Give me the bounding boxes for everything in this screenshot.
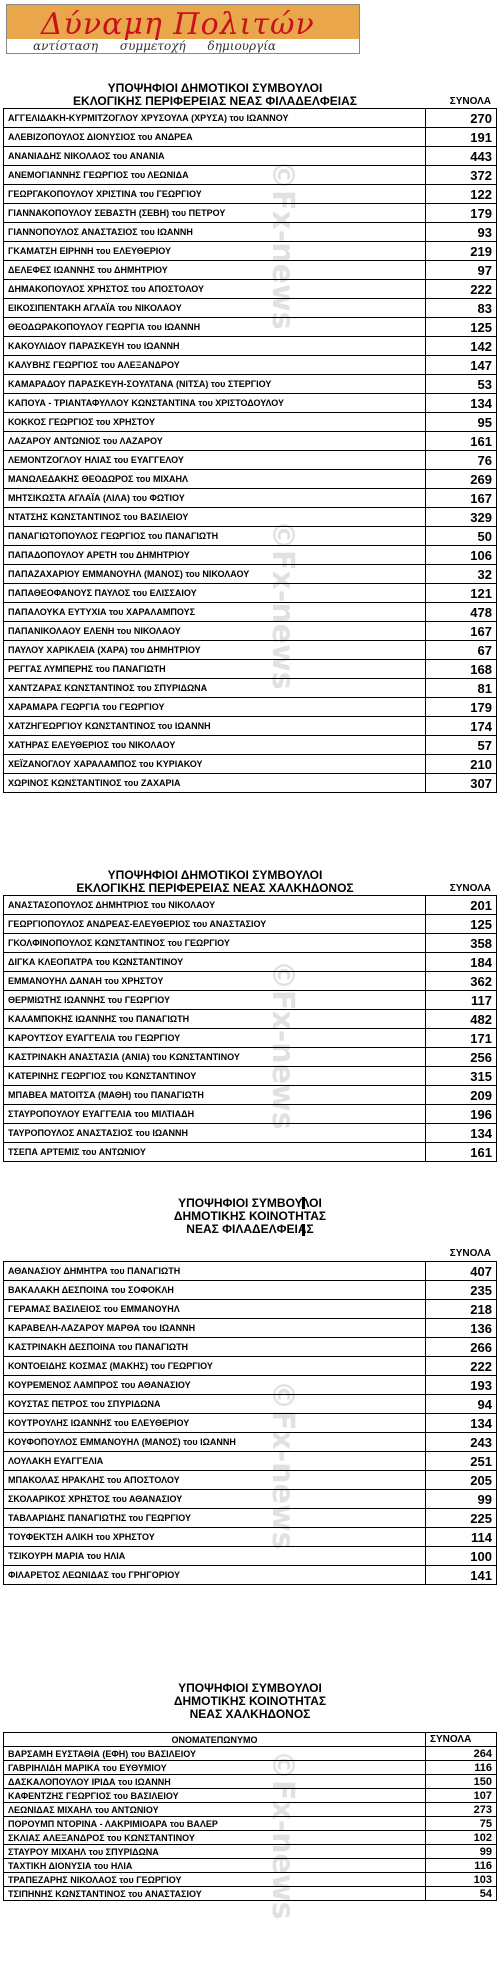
table-row: [4, 451, 497, 470]
table-row: [4, 915, 497, 934]
table-row: [4, 1452, 497, 1471]
table-row: [4, 280, 497, 299]
candidate-name: ΡΕΓΓΑΣ ΛΥΜΠΕΡΗΣ του ΠΑΝΑΓΙΩΤΗ: [4, 660, 426, 679]
section-community-nea-chalkidona: [3, 1682, 497, 1901]
candidate-name: ΚΟΥΡΕΜΕΝΟΣ ΛΑΜΠΡΟΣ του ΑΘΑΝΑΣΙΟΥ: [4, 1376, 426, 1395]
candidate-name: ΣΚΛΙΑΣ ΑΛΕΞΑΝΔΡΟΣ του ΚΩΝΣΤΑΝΤΙΝΟΥ: [4, 1831, 426, 1845]
table-row: [4, 603, 497, 622]
vote-total: 94: [426, 1395, 497, 1414]
table-row: [4, 1338, 497, 1357]
logo-title: Δύναμη Πολιτών: [41, 7, 315, 42]
candidate-name: ΚΑΡΑΒΕΛΗ-ΛΑΖΑΡΟΥ ΜΑΡΘΑ του ΙΩΑΝΝΗ: [4, 1319, 426, 1338]
table-row: [4, 1566, 497, 1585]
section-municipal-nea-filadelfeia: [3, 82, 497, 793]
candidate-name: ΕΙΚΟΣΙΠΕΝΤΑΚΗ ΑΓΛΑΪΑ του ΝΙΚΟΛΑΟΥ: [4, 299, 426, 318]
table-row: [4, 1528, 497, 1547]
vote-total: 76: [426, 451, 497, 470]
candidate-name: ΑΘΑΝΑΣΙΟΥ ΔΗΜΗΤΡΑ του ΠΑΝΑΓΙΩΤΗ: [4, 1262, 426, 1281]
section-community-nea-filadelfeia: [3, 1197, 497, 1585]
vote-total: 243: [426, 1433, 497, 1452]
table-row: [4, 527, 497, 546]
vote-total: 167: [426, 622, 497, 641]
candidate-name: ΚΑΜΑΡΑΔΟΥ ΠΑΡΑΣΚΕΥΗ-ΣΟΥΛΤΑΝΑ (ΝΙΤΣΑ) του ΣΤΕΡΓΙΟΥ: [4, 375, 426, 394]
section-heading: [3, 1197, 497, 1241]
vote-total: 99: [426, 1845, 497, 1859]
vote-total: 266: [426, 1338, 497, 1357]
vote-total: 121: [426, 584, 497, 603]
table-row: [4, 1433, 497, 1452]
table-row: [4, 717, 497, 736]
column-header-row: [3, 1241, 497, 1261]
vote-total: 358: [426, 934, 497, 953]
vote-total: 235: [426, 1281, 497, 1300]
table-row: [4, 1817, 497, 1831]
vote-total: 32: [426, 565, 497, 584]
heading-line: ΝΕΑΣ ΧΑΛΚΗΔΟΝΟΣ: [189, 1707, 311, 1721]
watermark: ©Fx-news: [265, 960, 300, 1130]
candidate-name: ΜΠΑΒΕΑ ΜΑΤΟΙΤΣΑ (ΜΑΘΗ) του ΠΑΝΑΓΙΩΤΗ: [4, 1086, 426, 1105]
candidate-name: ΤΣΕΠΑ ΑΡΤΕΜΙΣ του ΑΝΤΩΝΙΟΥ: [4, 1143, 426, 1162]
table-row: [4, 953, 497, 972]
vote-total: 362: [426, 972, 497, 991]
heading-line: ΔΗΜΟΤΙΚΗΣ ΚΟΙΝΟΤΗΤΑΣ: [173, 1209, 327, 1223]
table-row: [4, 318, 497, 337]
results-table: [3, 108, 497, 793]
table-row: [4, 204, 497, 223]
candidate-name: ΛΕΩΝΙΔΑΣ ΜΙΧΑΗΛ του ΑΝΤΩΝΙΟΥ: [4, 1803, 426, 1817]
candidate-name: ΤΑΒΛΑΡΙΔΗΣ ΠΑΝΑΓΙΩΤΗΣ του ΓΕΩΡΓΙΟΥ: [4, 1509, 426, 1528]
candidate-name: ΛΕΜΟΝΤΖΟΓΛΟΥ ΗΛΙΑΣ του ΕΥΑΓΓΕΛΟΥ: [4, 451, 426, 470]
vote-total: 174: [426, 717, 497, 736]
table-row: [4, 109, 497, 128]
candidate-name: ΚΟΥΦΟΠΟΥΛΟΣ ΕΜΜΑΝΟΥΗΛ (ΜΑΝΟΣ) του ΙΩΑΝΝΗ: [4, 1433, 426, 1452]
table-row: [4, 1319, 497, 1338]
vote-total: 269: [426, 470, 497, 489]
totals-column-label: ΣΥΝΟΛΑ: [449, 96, 491, 107]
vote-total: 116: [426, 1859, 497, 1873]
candidate-name: ΔΕΛΕΦΕΣ ΙΩΑΝΝΗΣ του ΔΗΜΗΤΡΙΟΥ: [4, 261, 426, 280]
table-row: [4, 413, 497, 432]
candidate-name: ΚΑΡΟΥΤΣΟΥ ΕΥΑΓΓΕΛΙΑ του ΓΕΩΡΓΙΟΥ: [4, 1029, 426, 1048]
candidate-name: ΜΗΤΣΙΚΩΣΤΑ ΑΓΛΑΪΑ (ΛΙΛΑ) του ΦΩΤΙΟΥ: [4, 489, 426, 508]
candidate-name: ΓΚΑΜΑΤΣΗ ΕΙΡΗΝΗ του ΕΛΕΥΘΕΡΙΟΥ: [4, 242, 426, 261]
table-row: [4, 299, 497, 318]
candidate-name: ΠΟΡΟΥΜΠ ΝΤΟΡΙΝΑ - ΛΑΚΡΙΜΙΟΑΡΑ του ΒΑΛΕΡ: [4, 1817, 426, 1831]
candidate-name: ΧΑΡΑΜΑΡΑ ΓΕΩΡΓΙΑ του ΓΕΩΡΓΙΟΥ: [4, 698, 426, 717]
candidate-name: ΤΣΙΠΗΝΗΣ ΚΩΝΣΤΑΝΤΙΝΟΣ του ΑΝΑΣΤΑΣΙΟΥ: [4, 1887, 426, 1901]
section-municipal-nea-chalkidona: [3, 869, 497, 1162]
vote-total: 150: [426, 1775, 497, 1789]
table-row: [4, 774, 497, 793]
vote-total: 117: [426, 991, 497, 1010]
results-table: [3, 895, 497, 1162]
vote-total: 134: [426, 1414, 497, 1433]
vote-total: 141: [426, 1566, 497, 1585]
vote-total: 307: [426, 774, 497, 793]
candidate-name: ΚΟΚΚΟΣ ΓΕΩΡΓΙΟΣ του ΧΡΗΣΤΟΥ: [4, 413, 426, 432]
table-row: [4, 128, 497, 147]
vote-total: 205: [426, 1471, 497, 1490]
vote-total: 136: [426, 1319, 497, 1338]
table-row: [4, 1789, 497, 1803]
candidate-name: ΧΕΪΖΑΝΟΓΛΟΥ ΧΑΡΑΛΑΜΠΟΣ του ΚΥΡΙΑΚΟΥ: [4, 755, 426, 774]
vote-total: 114: [426, 1528, 497, 1547]
table-row: [4, 1105, 497, 1124]
vote-total: 81: [426, 679, 497, 698]
candidate-name: ΒΑΡΣΑΜΗ ΕΥΣΤΑΘΙΑ (ΕΦΗ) του ΒΑΣΙΛΕΙΟΥ: [4, 1747, 426, 1761]
table-row: [4, 489, 497, 508]
table-row: [4, 1775, 497, 1789]
watermark: ©Fx-news: [265, 1380, 300, 1550]
vote-total: 222: [426, 280, 497, 299]
vote-total: 171: [426, 1029, 497, 1048]
candidate-name: ΧΑΤΗΡΑΣ ΕΛΕΥΘΕΡΙΟΣ του ΝΙΚΟΛΑΟΥ: [4, 736, 426, 755]
table-row: [4, 1747, 497, 1761]
vote-total: 116: [426, 1761, 497, 1775]
table-row: [4, 508, 497, 527]
candidate-name: ΠΑΠΑΖΑΧΑΡΙΟΥ ΕΜΜΑΝΟΥΗΛ (ΜΑΝΟΣ) του ΝΙΚΟΛΑΟΥ: [4, 565, 426, 584]
table-row: [4, 755, 497, 774]
table-row: [4, 356, 497, 375]
vote-total: 201: [426, 896, 497, 915]
table-row: [4, 1281, 497, 1300]
candidate-name: ΑΝΑΣΤΑΣΟΠΟΥΛΟΣ ΔΗΜΗΤΡΙΟΣ του ΝΙΚΟΛΑΟΥ: [4, 896, 426, 915]
vote-total: 54: [426, 1887, 497, 1901]
table-row: [4, 1143, 497, 1162]
table-row: [4, 679, 497, 698]
vote-total: 210: [426, 755, 497, 774]
table-row: [4, 470, 497, 489]
candidate-name: ΓΚΟΛΦΙΝΟΠΟΥΛΟΣ ΚΩΝΣΤΑΝΤΙΝΟΣ του ΓΕΩΡΓΙΟΥ: [4, 934, 426, 953]
table-row: [4, 1803, 497, 1817]
candidate-name: ΑΓΓΕΛΙΔΑΚΗ-ΚΥΡΜΙΤΖΟΓΛΟΥ ΧΡΥΣΟΥΛΑ (ΧΡΥΣΑ) του ΙΩΑΝΝΟΥ: [4, 109, 426, 128]
vote-total: 67: [426, 641, 497, 660]
vote-total: 99: [426, 1490, 497, 1509]
table-row: [4, 698, 497, 717]
vote-total: 102: [426, 1831, 497, 1845]
table-row: [4, 565, 497, 584]
table-row: [4, 1357, 497, 1376]
table-row: [4, 1048, 497, 1067]
vote-total: 106: [426, 546, 497, 565]
candidate-name: ΠΑΝΑΓΙΩΤΟΠΟΥΛΟΣ ΓΕΩΡΓΙΟΣ του ΠΑΝΑΓΙΩΤΗ: [4, 527, 426, 546]
table-row: [4, 1831, 497, 1845]
candidate-name: ΚΑΛΑΜΠΟΚΗΣ ΙΩΑΝΝΗΣ του ΠΑΝΑΓΙΩΤΗ: [4, 1010, 426, 1029]
table-row: [4, 1067, 497, 1086]
candidate-name: ΝΤΑΤΣΗΣ ΚΩΝΣΤΑΝΤΙΝΟΣ του ΒΑΣΙΛΕΙΟΥ: [4, 508, 426, 527]
vote-total: 372: [426, 166, 497, 185]
party-logo: [6, 4, 360, 54]
candidate-name: ΓΙΑΝΝΟΠΟΥΛΟΣ ΑΝΑΣΤΑΣΙΟΣ του ΙΩΑΝΝΗ: [4, 223, 426, 242]
candidate-name: ΠΑΠΑΛΟΥΚΑ ΕΥΤΥΧΙΑ του ΧΑΡΑΛΑΜΠΟΥΣ: [4, 603, 426, 622]
candidate-name: ΓΕΩΡΓΑΚΟΠΟΥΛΟΥ ΧΡΙΣΤΙΝΑ του ΓΕΩΡΓΙΟΥ: [4, 185, 426, 204]
vote-total: 256: [426, 1048, 497, 1067]
vote-total: 329: [426, 508, 497, 527]
heading-line: ΔΗΜΟΤΙΚΗΣ ΚΟΙΝΟΤΗΤΑΣ: [173, 1694, 327, 1708]
candidate-name: ΑΛΕΒΙΖΟΠΟΥΛΟΣ ΔΙΟΝΥΣΙΟΣ του ΑΝΔΡΕΑ: [4, 128, 426, 147]
table-row: [4, 432, 497, 451]
vote-total: 251: [426, 1452, 497, 1471]
table-row: [4, 337, 497, 356]
candidate-name: ΒΑΚΑΛΑΚΗ ΔΕΣΠΟΙΝΑ του ΣΟΦΟΚΛΗ: [4, 1281, 426, 1300]
table-row: [4, 934, 497, 953]
candidate-name: ΚΑΠΟΥΑ - ΤΡΙΑΝΤΑΦΥΛΛΟΥ ΚΩΝΣΤΑΝΤΙΝΑ του ΧΡΙΣΤΟΔΟΥΛΟΥ: [4, 394, 426, 413]
vote-total: 100: [426, 1547, 497, 1566]
vote-total: 209: [426, 1086, 497, 1105]
heading-line: ΕΚΛΟΓΙΚΗΣ ΠΕΡΙΦΕΡΕΙΑΣ ΝΕΑΣ ΦΙΛΑΔΕΛΦΕΙΑΣ: [73, 94, 357, 108]
candidate-name: ΤΑΧΤΙΚΗ ΔΙΟΝΥΣΙΑ του ΗΛΙΑ: [4, 1859, 426, 1873]
vote-total: 478: [426, 603, 497, 622]
table-row: [4, 660, 497, 679]
heading-line: ΥΠΟΨΗΦΙΟΙ ΣΥΜΒΟΥΛΟΙ: [178, 1681, 322, 1695]
name-column-header: ΟΝΟΜΑΤΕΠΩΝΥΜΟ: [4, 1733, 426, 1747]
vote-total: 168: [426, 660, 497, 679]
candidate-name: ΚΟΥΤΡΟΥΛΗΣ ΙΩΑΝΝΗΣ του ΕΛΕΥΘΕΡΙΟΥ: [4, 1414, 426, 1433]
candidate-name: ΤΟΥΦΕΚΤΣΗ ΑΛΙΚΗ του ΧΡΗΣΤΟΥ: [4, 1528, 426, 1547]
section-heading: [3, 869, 497, 895]
vote-total: 50: [426, 527, 497, 546]
vote-total: 264: [426, 1747, 497, 1761]
table-row: [4, 1490, 497, 1509]
table-row: [4, 1300, 497, 1319]
table-row: [4, 1471, 497, 1490]
table-row: [4, 1845, 497, 1859]
candidate-name: ΑΝΕΜΟΓΙΑΝΝΗΣ ΓΕΩΡΓΙΟΣ του ΛΕΩΝΙΔΑ: [4, 166, 426, 185]
vote-total: 191: [426, 128, 497, 147]
candidate-name: ΚΟΝΤΟΕΙΔΗΣ ΚΟΣΜΑΣ (ΜΑΚΗΣ) του ΓΕΩΡΓΙΟΥ: [4, 1357, 426, 1376]
vote-total: 83: [426, 299, 497, 318]
table-row: [4, 1414, 497, 1433]
vote-total: 218: [426, 1300, 497, 1319]
vote-total: 147: [426, 356, 497, 375]
vote-total: 97: [426, 261, 497, 280]
logo-subtitle: αντίσταση συμμετοχή δημιουργία: [33, 39, 277, 53]
vote-total: 161: [426, 1143, 497, 1162]
table-row: [4, 1086, 497, 1105]
candidate-name: ΚΑΦΕΝΤΖΗΣ ΓΕΩΡΓΙΟΣ του ΒΑΣΙΛΕΙΟΥ: [4, 1789, 426, 1803]
candidate-name: ΚΑΣΤΡΙΝΑΚΗ ΔΕΣΠΟΙΝΑ του ΠΑΝΑΓΙΩΤΗ: [4, 1338, 426, 1357]
candidate-name: ΛΟΥΛΑΚΗ ΕΥΑΓΓΕΛΙΑ: [4, 1452, 426, 1471]
table-row: [4, 1887, 497, 1901]
table-row: [4, 223, 497, 242]
heading-line: ΝΕΑΣ ΦΙΛΑΔΕΛΦΕΙΑΣ: [186, 1222, 314, 1236]
heading-line: ΕΚΛΟΓΙΚΗΣ ΠΕΡΙΦΕΡΕΙΑΣ ΝΕΑΣ ΧΑΛΚΗΔΟΝΟΣ: [76, 881, 354, 895]
candidate-name: ΦΙΛΑΡΕΤΟΣ ΛΕΩΝΙΔΑΣ του ΓΡΗΓΟΡΙΟΥ: [4, 1566, 426, 1585]
candidate-name: ΚΑΤΕΡΙΝΗΣ ΓΕΩΡΓΙΟΣ του ΚΩΝΣΤΑΝΤΙΝΟΥ: [4, 1067, 426, 1086]
table-row: [4, 166, 497, 185]
candidate-name: ΠΑΠΑΝΙΚΟΛΑΟΥ ΕΛΕΝΗ του ΝΙΚΟΛΑΟΥ: [4, 622, 426, 641]
candidate-name: ΧΩΡΙΝΟΣ ΚΩΝΣΤΑΝΤΙΝΟΣ του ΖΑΧΑΡΙΑ: [4, 774, 426, 793]
candidate-name: ΧΑΤΖΗΓΕΩΡΓΙΟΥ ΚΩΝΣΤΑΝΤΙΝΟΣ του ΙΩΑΝΝΗ: [4, 717, 426, 736]
candidate-name: ΕΜΜΑΝΟΥΗΛ ΔΑΝΑΗ του ΧΡΗΣΤΟΥ: [4, 972, 426, 991]
table-row: [4, 1873, 497, 1887]
table-header-row: [4, 1733, 497, 1747]
table-row: [4, 896, 497, 915]
table-row: [4, 375, 497, 394]
table-row: [4, 991, 497, 1010]
totals-column-label: ΣΥΝΟΛΑ: [449, 1248, 491, 1259]
vote-total: 125: [426, 318, 497, 337]
table-row: [4, 972, 497, 991]
vote-total: 273: [426, 1803, 497, 1817]
candidate-name: ΓΙΑΝΝΑΚΟΠΟΥΛΟΥ ΣΕΒΑΣΤΗ (ΣΕΒΗ) του ΠΕΤΡΟΥ: [4, 204, 426, 223]
vote-total: 179: [426, 698, 497, 717]
candidate-name: ΓΑΒΡΙΗΛΙΔΗ ΜΑΡΙΚΑ του ΕΥΘΥΜΙΟΥ: [4, 1761, 426, 1775]
vote-total: 75: [426, 1817, 497, 1831]
table-row: [4, 261, 497, 280]
table-row: [4, 1376, 497, 1395]
results-table: [3, 1261, 497, 1585]
vote-total: 161: [426, 432, 497, 451]
vote-total: 122: [426, 185, 497, 204]
totals-column-header: ΣΥΝΟΛΑ: [426, 1733, 497, 1747]
table-row: [4, 1547, 497, 1566]
vote-total: 225: [426, 1509, 497, 1528]
candidate-name: ΚΑΣΤΡΙΝΑΚΗ ΑΝΑΣΤΑΣΙΑ (ΑΝΙΑ) του ΚΩΝΣΤΑΝΤΙΝΟΥ: [4, 1048, 426, 1067]
candidate-name: ΠΑΠΑΔΟΠΟΥΛΟΥ ΑΡΕΤΗ του ΔΗΜΗΤΡΙΟΥ: [4, 546, 426, 565]
watermark: ©Fx-news: [265, 520, 300, 690]
vote-total: 193: [426, 1376, 497, 1395]
vote-total: 167: [426, 489, 497, 508]
heading-line: ΥΠΟΨΗΦΙΟΙ ΣΥΜΒΟΥΛΟΙ: [178, 1196, 322, 1210]
table-row: [4, 1124, 497, 1143]
candidate-name: ΚΑΚΟΥΛΙΔΟΥ ΠΑΡΑΣΚΕΥΗ του ΙΩΑΝΝΗ: [4, 337, 426, 356]
vote-total: 103: [426, 1873, 497, 1887]
vote-total: 142: [426, 337, 497, 356]
candidate-name: ΤΑΥΡΟΠΟΥΛΟΣ ΑΝΑΣΤΑΣΙΟΣ του ΙΩΑΝΝΗ: [4, 1124, 426, 1143]
candidate-name: ΑΝΑΝΙΑΔΗΣ ΝΙΚΟΛΑΟΣ του ΑΝΑΝΙΑ: [4, 147, 426, 166]
vote-total: 134: [426, 1124, 497, 1143]
table-row: [4, 1859, 497, 1873]
totals-column-label: ΣΥΝΟΛΑ: [449, 883, 491, 894]
vote-total: 407: [426, 1262, 497, 1281]
candidate-name: ΛΑΖΑΡΟΥ ΑΝΤΩΝΙΟΣ του ΛΑΖΑΡΟΥ: [4, 432, 426, 451]
table-row: [4, 1262, 497, 1281]
table-row: [4, 622, 497, 641]
vote-total: 315: [426, 1067, 497, 1086]
vote-total: 57: [426, 736, 497, 755]
vote-total: 270: [426, 109, 497, 128]
vote-total: 53: [426, 375, 497, 394]
table-row: [4, 147, 497, 166]
candidate-name: ΔΙΓΚΑ ΚΛΕΟΠΑΤΡΑ του ΚΩΝΣΤΑΝΤΙΝΟΥ: [4, 953, 426, 972]
vote-total: 184: [426, 953, 497, 972]
table-row: [4, 185, 497, 204]
vote-total: 179: [426, 204, 497, 223]
heading-line: ΥΠΟΨΗΦΙΟΙ ΔΗΜΟΤΙΚΟΙ ΣΥΜΒΟΥΛΟΙ: [107, 81, 323, 95]
section-heading: [3, 82, 497, 108]
vote-total: 107: [426, 1789, 497, 1803]
candidate-name: ΤΣΙΚΟΥΡΗ ΜΑΡΙΑ του ΗΛΙΑ: [4, 1547, 426, 1566]
vote-total: 196: [426, 1105, 497, 1124]
table-row: [4, 1761, 497, 1775]
candidate-name: ΘΕΟΔΩΡΑΚΟΠΟΥΛΟΥ ΓΕΩΡΓΙΑ του ΙΩΑΝΝΗ: [4, 318, 426, 337]
candidate-name: ΓΕΡΑΜΑΣ ΒΑΣΙΛΕΙΟΣ του ΕΜΜΑΝΟΥΗΛ: [4, 1300, 426, 1319]
table-row: [4, 1509, 497, 1528]
candidate-name: ΚΑΛΥΒΗΣ ΓΕΩΡΓΙΟΣ του ΑΛΕΞΑΝΔΡΟΥ: [4, 356, 426, 375]
vote-total: 482: [426, 1010, 497, 1029]
candidate-name: ΠΑΥΛΟΥ ΧΑΡΙΚΛΕΙΑ (ΧΑΡΑ) του ΔΗΜΗΤΡΙΟΥ: [4, 641, 426, 660]
table-row: [4, 546, 497, 565]
vote-total: 219: [426, 242, 497, 261]
watermark: ©Fx-news: [265, 1750, 300, 1920]
candidate-name: ΓΕΩΡΓΙΟΠΟΥΛΟΣ ΑΝΔΡΕΑΣ-ΕΛΕΥΘΕΡΙΟΣ του ΑΝΑΣΤΑΣΙΟΥ: [4, 915, 426, 934]
vote-total: 222: [426, 1357, 497, 1376]
vote-total: 134: [426, 394, 497, 413]
section-heading: [3, 1682, 497, 1732]
watermark: ©Fx-news: [265, 160, 300, 330]
table-row: [4, 242, 497, 261]
vote-total: 443: [426, 147, 497, 166]
candidate-name: ΧΑΝΤΖΑΡΑΣ ΚΩΝΣΤΑΝΤΙΝΟΣ του ΣΠΥΡΙΔΩΝΑ: [4, 679, 426, 698]
table-row: [4, 641, 497, 660]
table-row: [4, 1029, 497, 1048]
results-table: [3, 1732, 497, 1901]
candidate-name: ΘΕΡΜΙΩΤΗΣ ΙΩΑΝΝΗΣ του ΓΕΩΡΓΙΟΥ: [4, 991, 426, 1010]
table-row: [4, 736, 497, 755]
heading-line: ΥΠΟΨΗΦΙΟΙ ΔΗΜΟΤΙΚΟΙ ΣΥΜΒΟΥΛΟΙ: [107, 868, 323, 882]
candidate-name: ΣΤΑΥΡΟΠΟΥΛΟΥ ΕΥΑΓΓΕΛΙΑ του ΜΙΛΤΙΑΔΗ: [4, 1105, 426, 1124]
candidate-name: ΜΠΑΚΟΛΑΣ ΗΡΑΚΛΗΣ του ΑΠΟΣΤΟΛΟΥ: [4, 1471, 426, 1490]
vote-total: 93: [426, 223, 497, 242]
candidate-name: ΚΟΥΣΤΑΣ ΠΕΤΡΟΣ του ΣΠΥΡΙΔΩΝΑ: [4, 1395, 426, 1414]
candidate-name: ΣΤΑΥΡΟΥ ΜΙΧΑΗΛ του ΣΠΥΡΙΔΩΝΑ: [4, 1845, 426, 1859]
candidate-name: ΤΡΑΠΕΖΑΡΗΣ ΝΙΚΟΛΑΟΣ του ΓΕΩΡΓΙΟΥ: [4, 1873, 426, 1887]
candidate-name: ΔΗΜΑΚΟΠΟΥΛΟΣ ΧΡΗΣΤΟΣ του ΑΠΟΣΤΟΛΟΥ: [4, 280, 426, 299]
table-row: [4, 584, 497, 603]
vote-total: 125: [426, 915, 497, 934]
candidate-name: ΣΚΟΛΑΡΙΚΟΣ ΧΡΗΣΤΟΣ του ΑΘΑΝΑΣΙΟΥ: [4, 1490, 426, 1509]
vote-total: 95: [426, 413, 497, 432]
candidate-name: ΜΑΝΩΛΕΔΑΚΗΣ ΘΕΟΔΩΡΟΣ του ΜΙΧΑΗΛ: [4, 470, 426, 489]
candidate-name: ΠΑΠΑΘΕΟΦΑΝΟΥΣ ΠΑΥΛΟΣ του ΕΛΙΣΣΑΙΟΥ: [4, 584, 426, 603]
table-row: [4, 394, 497, 413]
candidate-name: ΔΑΣΚΑΛΟΠΟΥΛΟΥ ΙΡΙΔΑ του ΙΩΑΝΝΗ: [4, 1775, 426, 1789]
table-row: [4, 1395, 497, 1414]
table-row: [4, 1010, 497, 1029]
